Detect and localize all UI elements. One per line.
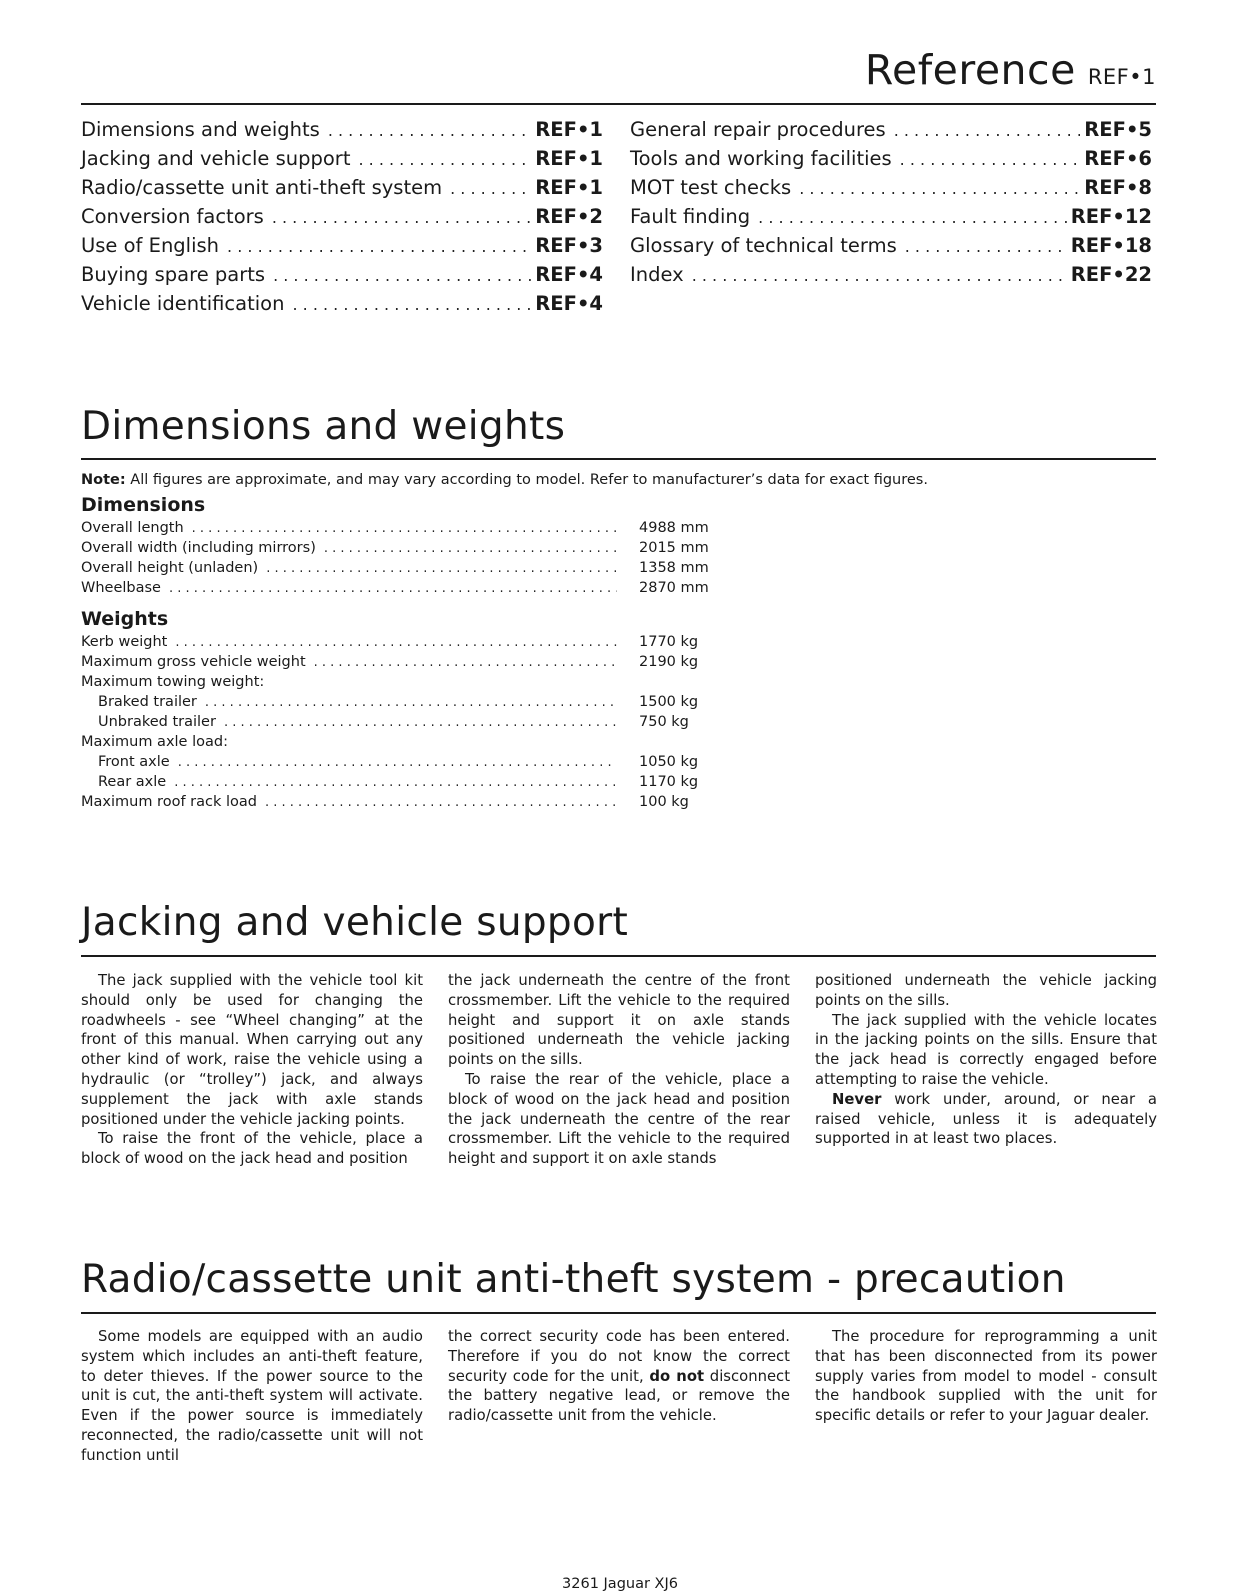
spec-row: Wheelbase . . . 2870 mm xyxy=(81,580,721,600)
contents-item[interactable]: Glossary of technical terms . . . REF•18 xyxy=(630,234,1152,263)
jacking-rule xyxy=(81,955,1156,957)
paragraph: The procedure for reprogramming a unit that has been disconnected from its power supply varies from model to model - consult the handbook supplied with the unit for specific details or refer to your Jaguar dealer. xyxy=(815,1328,1157,1425)
contents-item[interactable]: Buying spare parts . . . REF•4 xyxy=(81,263,603,292)
contents-item[interactable]: Index . . . REF•22 xyxy=(630,263,1152,292)
jacking-section-title: Jacking and vehicle support xyxy=(81,900,629,945)
page-footer: 3261 Jaguar XJ6 xyxy=(562,1576,678,1592)
contents-item[interactable]: Tools and working facilities . . . REF•6 xyxy=(630,147,1152,176)
jacking-column-3 xyxy=(815,971,1157,1149)
jacking-column-1 xyxy=(81,971,423,1169)
contents-item[interactable]: General repair procedures . . . REF•5 xyxy=(630,118,1152,147)
dimensions-rule xyxy=(81,458,1156,460)
contents-item[interactable]: Fault finding . . . REF•12 xyxy=(630,205,1152,234)
contents-item[interactable]: Vehicle identification . . . REF•4 xyxy=(81,292,603,321)
spec-row: Kerb weight . . . 1770 kg xyxy=(81,634,721,654)
page-number: REF•1 xyxy=(1087,65,1156,89)
paragraph: To raise the rear of the vehicle, place a block of wood on the jack head and position the jack underneath the centre of the rear crossmember. Lift the vehicle to the required height and support it on axle stands xyxy=(448,1070,790,1168)
spec-row: Maximum towing weight: xyxy=(81,674,265,690)
radio-column-3 xyxy=(815,1327,1157,1426)
spec-row: Front axle . . . 1050 kg xyxy=(81,754,721,774)
note-label: Note: xyxy=(81,472,126,488)
paragraph: positioned underneath the vehicle jacking points on the sills. xyxy=(815,972,1157,1009)
paragraph: the jack underneath the centre of the front crossmember. Lift the vehicle to the required height and support it on axle stands positioned underneath the vehicle jacking points on the sills. xyxy=(448,972,790,1069)
spec-row: Unbraked trailer . . . 750 kg xyxy=(81,714,721,734)
contents-item[interactable]: Conversion factors . . . REF•2 xyxy=(81,205,603,234)
paragraph: The jack supplied with the vehicle locates in the jacking points on the sills. Ensure that the jack head is correctly engaged before attempting to raise the vehicle. xyxy=(815,1011,1157,1088)
dimensions-section-title: Dimensions and weights xyxy=(81,404,566,449)
radio-column-1 xyxy=(81,1327,423,1466)
reference-title: Reference xyxy=(864,46,1076,94)
paragraph: To raise the front of the vehicle, place a block of wood on the jack head and position xyxy=(81,1130,423,1168)
weights-heading: Weights xyxy=(81,608,169,630)
contents-left-column xyxy=(81,118,603,321)
paragraph: Some models are equipped with an audio system which includes an anti-theft feature, to deter thieves. If the power source to the unit is cut, the anti-theft system will activate. Even if the power source is immediately reconnected, the radio/cassette unit will not function until xyxy=(81,1328,423,1464)
jacking-column-2 xyxy=(448,971,790,1169)
spec-row: Overall height (unladen) . . . 1358 mm xyxy=(81,560,721,580)
dimensions-note xyxy=(81,472,928,488)
dimensions-list xyxy=(81,520,721,600)
contents-item[interactable]: Radio/cassette unit anti-theft system . . . REF•1 xyxy=(81,176,603,205)
contents-item[interactable]: Use of English . . . REF•3 xyxy=(81,234,603,263)
spec-row: Overall width (including mirrors) . . . 2015 mm xyxy=(81,540,721,560)
radio-column-2 xyxy=(448,1327,790,1426)
contents-item[interactable]: MOT test checks . . . REF•8 xyxy=(630,176,1152,205)
radio-section-title: Radio/cassette unit anti-theft system - precaution xyxy=(81,1257,1066,1302)
radio-rule xyxy=(81,1312,1156,1314)
spec-row: Rear axle . . . 1170 kg xyxy=(81,774,721,794)
note-text: All figures are approximate, and may vary according to model. Refer to manufacturer’s data for exact figures. xyxy=(130,472,928,488)
reference-header xyxy=(81,46,1156,94)
contents-item[interactable]: Dimensions and weights . . . REF•1 xyxy=(81,118,603,147)
spec-row: Braked trailer . . . 1500 kg xyxy=(81,694,721,714)
header-rule xyxy=(81,103,1156,105)
weights-list xyxy=(81,634,721,814)
contents-item[interactable]: Jacking and vehicle support . . . REF•1 xyxy=(81,147,603,176)
spec-row: Maximum axle load: xyxy=(81,734,228,750)
warning-emphasis: do not xyxy=(649,1367,705,1385)
spec-row: Maximum roof rack load . . . 100 kg xyxy=(81,794,721,814)
warning-emphasis: Never xyxy=(832,1090,882,1108)
contents-right-column xyxy=(630,118,1152,292)
paragraph: The jack supplied with the vehicle tool kit should only be used for changing the roadwheels - see “Wheel changing” at the front of this manual. When carrying out any other kind of work, raise the vehicle using a hydraulic (or “trolley”) jack, and always supplement the jack with axle stands positioned under the vehicle jacking points. xyxy=(81,972,423,1128)
spec-row: Maximum gross vehicle weight . . . 2190 kg xyxy=(81,654,721,674)
paragraph: Never work under, around, or near a raised vehicle, unless it is adequately supported in at least two places. xyxy=(815,1090,1157,1148)
paragraph: the correct security code has been entered. Therefore if you do not know the correct security code for the unit, do not disconnect the battery negative lead, or remove the radio/cassette unit from the vehicle. xyxy=(448,1328,790,1425)
spec-row: Overall length . . . 4988 mm xyxy=(81,520,721,540)
dimensions-heading: Dimensions xyxy=(81,494,206,516)
